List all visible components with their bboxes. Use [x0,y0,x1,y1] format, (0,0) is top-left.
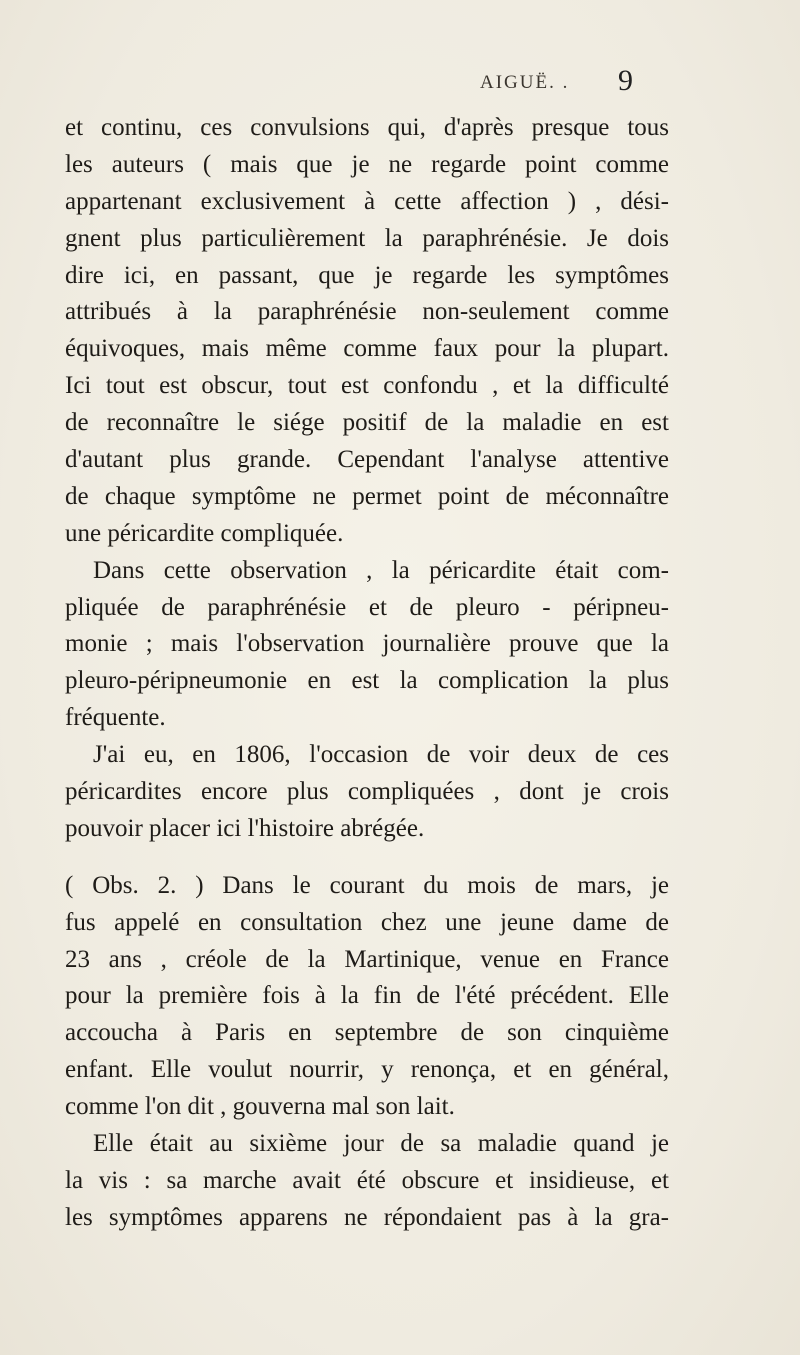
text-line: pleuro-péripneumonie en est la complication la plus [65,667,669,695]
text-line: de reconnaître le siége positif de la maladie en est [65,409,669,437]
text-line: les auteurs ( mais que je ne regarde point comme [65,150,669,178]
text-line: ( Obs. 2. ) Dans le courant du mois de mars, je [65,871,669,899]
text-line: appartenant exclusivement à cette affection ) , dési- [65,187,669,215]
text-line: monie ; mais l'observation journalière prouve que la [65,630,669,658]
text-line: Ici tout est obscur, tout est confondu , et la difficulté [65,372,669,400]
page-header [0,64,800,104]
text-line: enfant. Elle voulut nourrir, y renonça, et en général, [65,1056,669,1084]
text-line: les symptômes apparens ne répondaient pas à la gra- [65,1203,669,1231]
text-line: Dans cette observation , la péricardite était com- [93,556,669,584]
paragraph-gap [65,848,669,868]
text-line: péricardites encore plus compliquées , dont je crois [65,778,669,806]
text-line: une péricardite compliquée. [65,519,344,547]
text-line: et continu, ces convulsions qui, d'après presque tous [65,114,669,141]
text-line: accoucha à Paris en septembre de son cinquième [65,1019,669,1047]
text-line: attribués à la paraphrénésie non-seulement comme [65,298,669,326]
text-line: équivoques, mais même comme faux pour la plupart. [65,335,669,363]
text-line: fus appelé en consultation chez une jeune dame de [65,908,669,936]
text-line: comme l'on dit , gouverna mal son lait. [65,1093,455,1121]
text-line: de chaque symptôme ne permet point de méconnaître [65,482,669,510]
text-line: pour la première fois à la fin de l'été précédent. Elle [65,982,669,1010]
text-line: dire ici, en passant, que je regarde les symptômes [65,261,669,289]
text-line: la vis : sa marche avait été obscure et insidieuse, et [65,1166,669,1194]
text-line: Elle était au sixième jour de sa maladie quand je [93,1130,669,1158]
text-line: pliquée de paraphrénésie et de pleuro - péripneu- [65,593,669,621]
running-head: AIGUË. . [480,72,570,93]
text-line: J'ai eu, en 1806, l'occasion de voir deux de ces [93,741,669,769]
text-line: 23 ans , créole de la Martinique, venue en France [65,945,669,973]
text-line: d'autant plus grande. Cependant l'analyse attentive [65,446,669,474]
page-number: 9 [618,64,633,97]
text-line: fréquente. [65,704,166,732]
body-text [65,110,669,1237]
text-line: pouvoir placer ici l'histoire abrégée. [65,814,425,842]
text-line: gnent plus particulièrement la paraphrénésie. Je dois [65,224,669,252]
